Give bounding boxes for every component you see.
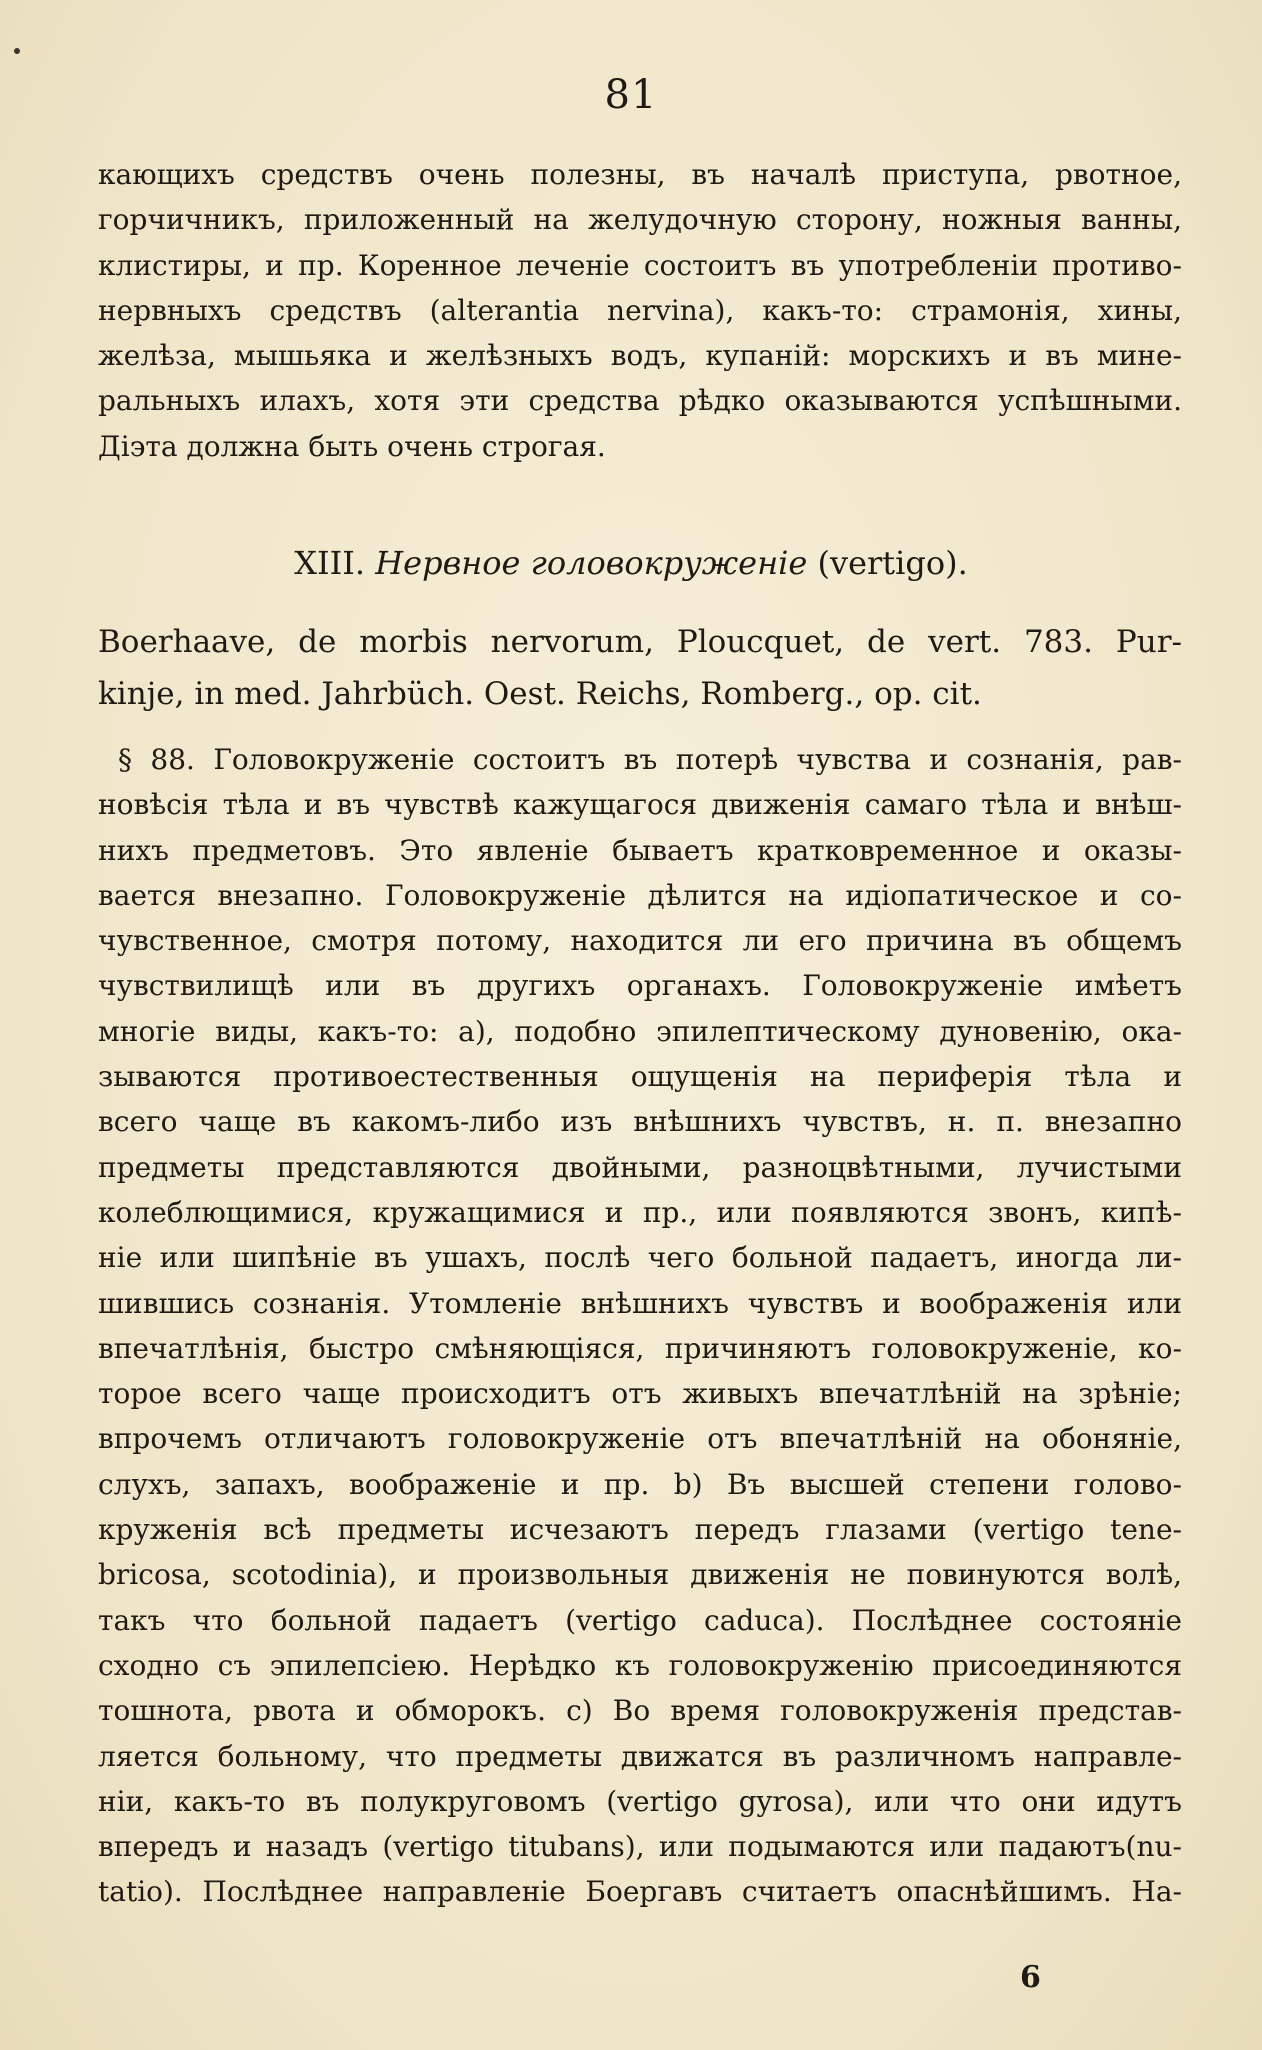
text-line: клистиры, и пр. Коренное леченіе состоитъ въ употребленіи противо- (98, 248, 1182, 282)
text-line: § 88. Головокруженіе состоитъ въ потерѣ чувства и сознанія, рав- (118, 743, 1182, 776)
text-line: чувствилищѣ или въ другихъ органахъ. Головокруженіе имѣетъ (98, 969, 1182, 1003)
text-line: Діэта должна быть очень строгая. (98, 429, 606, 463)
text-line: нервныхъ средствъ (alterantia nervina), какъ-то: страмонія, хины, (98, 293, 1182, 327)
text-line: многіе виды, какъ-то: а), подобно эпилептическому дуновенію, ока- (98, 1014, 1182, 1048)
text-line: впечатлѣнія, быстро смѣняющіяся, причиняютъ головокруженіе, ко- (98, 1331, 1182, 1365)
text-line: предметы представляются двойными, разноцвѣтными, лучистыми (98, 1150, 1182, 1184)
section-title: Нервное головокруженіе (375, 544, 808, 582)
signature-mark: 6 (1020, 1960, 1041, 1995)
text-line: чувственное, смотря потому, находится ли его причина въ общемъ (98, 924, 1182, 958)
text-line: тошнота, рвота и обморокъ. с) Во время головокруженія представ- (98, 1694, 1182, 1728)
text-line: ніе или шипѣніе въ ушахъ, послѣ чего больной падаетъ, иногда ли- (98, 1241, 1182, 1275)
text-line: всего чаще въ какомъ-либо изъ внѣшнихъ чувствъ, н. п. внезапно (98, 1105, 1182, 1139)
reference-line: Boerhaave, de morbis nervorum, Ploucquet, de vert. 783. Pur- (98, 624, 1182, 660)
text-line: ніи, какъ-то въ полукруговомъ (vertigo gyrosa), или что они идутъ (98, 1784, 1182, 1818)
text-line: зываются противоестественныя ощущенія на периферія тѣла и (98, 1060, 1182, 1094)
text-line: нихъ предметовъ. Это явленіе бываетъ кратковременное и оказы- (98, 833, 1182, 867)
text-line: ральныхъ илахъ, хотя эти средства рѣдко оказываются успѣшными. (98, 384, 1182, 418)
text-line: такъ что больной падаетъ (vertigo caduca). Послѣднее состояніе (98, 1603, 1182, 1637)
text-line: новѣсія тѣла и въ чувствѣ кажущагося движенія самаго тѣла и внѣш- (98, 788, 1182, 822)
section-heading (0, 544, 1262, 582)
text-line: торое всего чаще происходитъ отъ живыхъ впечатлѣній на зрѣніе; (98, 1377, 1182, 1411)
text-line: желѣза, мышьяка и желѣзныхъ водъ, купаній: морскихъ и въ мине- (98, 339, 1182, 373)
text-line: слухъ, запахъ, воображеніе и пр. b) Въ высшей степени голово- (98, 1467, 1182, 1501)
text-line: ляется больному, что предметы движатся въ различномъ направле- (98, 1739, 1182, 1773)
intro-paragraph (98, 152, 1182, 469)
text-line: колеблющимися, кружащимися и пр., или появляются звонъ, кипѣ- (98, 1195, 1182, 1229)
text-line: впрочемъ отличаютъ головокруженіе отъ впечатлѣній на обоняніе, (98, 1422, 1182, 1456)
text-line: кающихъ средствъ очень полезны, въ началѣ приступа, рвотное, (98, 158, 1182, 191)
text-line: вается внезапно. Головокруженіе дѣлится на идіопатическое и со- (98, 878, 1182, 912)
references (98, 616, 1182, 720)
print-speck (14, 48, 20, 54)
text-line: круженія всѣ предметы исчезаютъ передъ глазами (vertigo tene- (98, 1513, 1182, 1547)
text-line: впередъ и назадъ (vertigo titubans), или подымаются или падаютъ(nu- (98, 1830, 1182, 1864)
text-line: сходно съ эпилепсіею. Нерѣдко къ головокруженію присоединяются (98, 1648, 1182, 1682)
reference-line: kinje, in med. Jahrbüch. Oest. Reichs, Romberg., op. cit. (98, 676, 982, 712)
text-line: bricosa, scotodinia), и произвольныя движенія не повинуются волѣ, (98, 1558, 1182, 1592)
text-line: шившись сознанія. Утомленіе внѣшнихъ чувствъ и воображенія или (98, 1286, 1182, 1320)
text-line: tatio). Послѣднее направленіе Боергавъ считаетъ опаснѣйшимъ. На- (98, 1875, 1182, 1909)
section-latin: (vertigo). (817, 544, 968, 582)
page-number: 81 (604, 72, 658, 118)
section-number: XIII. (294, 544, 366, 582)
text-line: горчичникъ, приложенный на желудочную сторону, ножныя ванны, (98, 203, 1182, 237)
paragraph-88 (98, 737, 1182, 1915)
